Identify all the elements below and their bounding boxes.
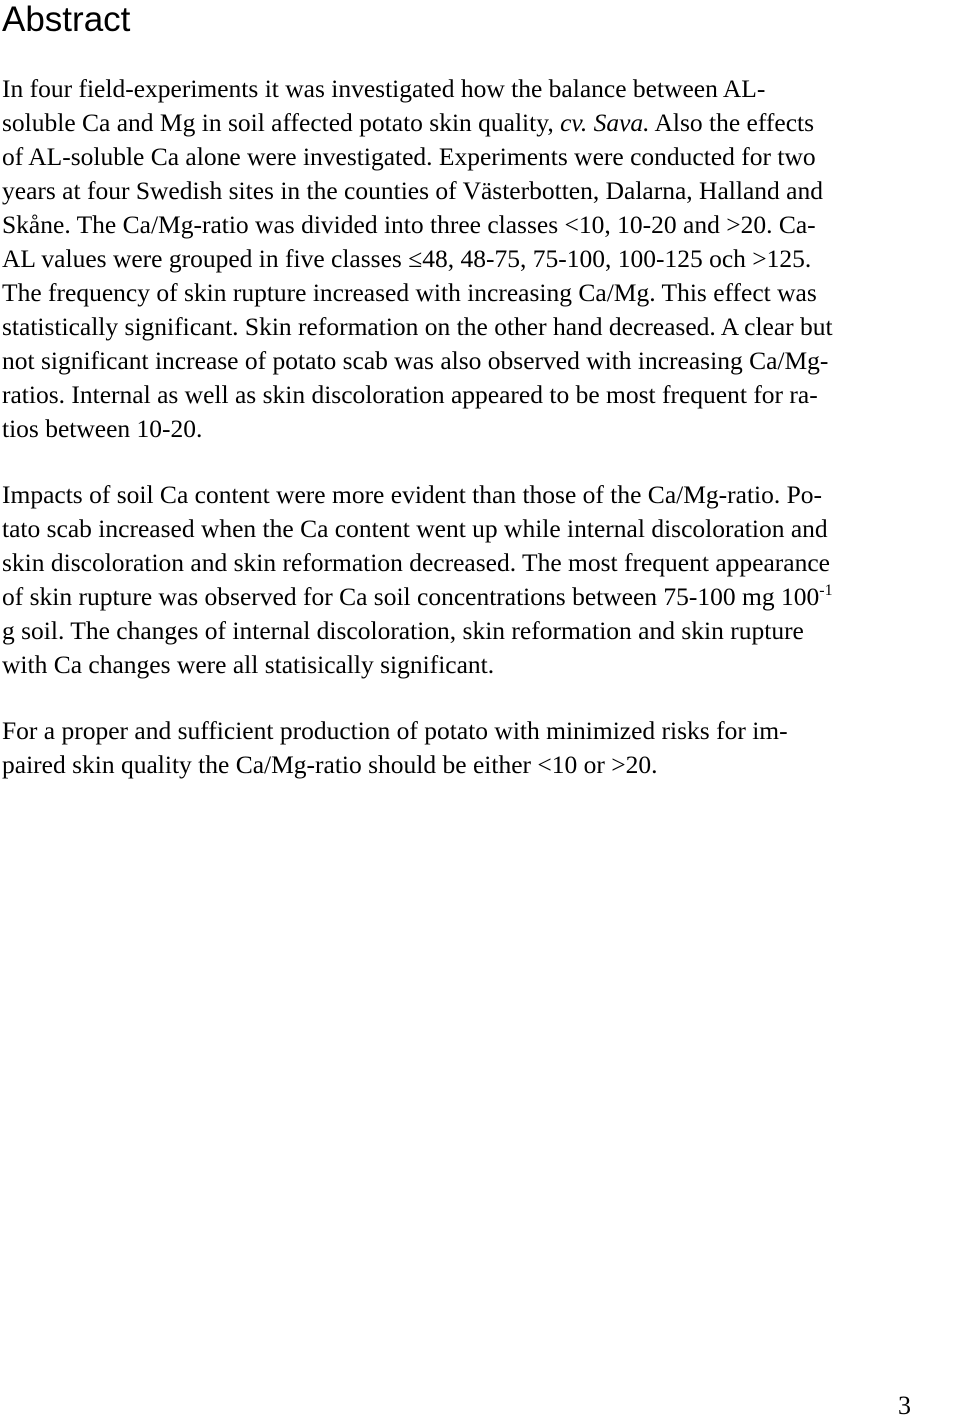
text-line — [2, 242, 958, 276]
text-segment: of skin rupture was observed for Ca soil concentrations between 75-100 mg 100 — [2, 582, 820, 611]
abstract-paragraph-1 — [2, 72, 958, 446]
less-equal-symbol: ≤ — [408, 244, 423, 273]
text-line: skin discoloration and skin reformation decreased. The most frequent appearance — [2, 548, 830, 577]
page-number: 3 — [898, 1391, 911, 1420]
text-segment: Also the effects — [649, 108, 815, 137]
text-line: with Ca changes were all statisically significant. — [2, 650, 495, 679]
text-line — [2, 106, 958, 140]
superscript-exponent: -1 — [819, 582, 833, 599]
text-line: of AL-soluble Ca alone were investigated. Experiments were conducted for two — [2, 142, 816, 171]
abstract-paragraph-2 — [2, 478, 958, 682]
text-segment: 48, 48-75, 75-100, 100-125 och >125. — [422, 244, 812, 273]
text-line: not significant increase of potato scab was also observed with increasing Ca/Mg- — [2, 346, 829, 375]
text-line: The frequency of skin rupture increased with increasing Ca/Mg. This effect was — [2, 278, 817, 307]
abstract-paragraph-3 — [2, 714, 958, 782]
text-line: paired skin quality the Ca/Mg-ratio should be either <10 or >20. — [2, 750, 658, 779]
text-line: Skåne. The Ca/Mg-ratio was divided into three classes <10, 10-20 and >20. Ca- — [2, 210, 816, 239]
text-line: In four field-experiments it was investigated how the balance between AL- — [2, 74, 766, 103]
text-line: years at four Swedish sites in the counties of Västerbotten, Dalarna, Halland and — [2, 176, 823, 205]
cultivar-name: cv. Sava. — [560, 108, 650, 137]
text-line — [2, 580, 958, 614]
text-segment: soluble Ca and Mg in soil affected potato skin quality, — [2, 108, 561, 137]
text-line: For a proper and sufficient production of potato with minimized risks for im- — [2, 716, 788, 745]
text-line: tato scab increased when the Ca content went up while internal discoloration and — [2, 514, 828, 543]
text-line: statistically significant. Skin reformation on the other hand decreased. A clear but — [2, 312, 833, 341]
text-line: tios between 10-20. — [2, 414, 203, 443]
text-segment: AL values were grouped in five classes — [2, 244, 409, 273]
abstract-heading: Abstract — [2, 0, 131, 39]
text-line: g soil. The changes of internal discoloration, skin reformation and skin rupture — [2, 616, 804, 645]
text-line: Impacts of soil Ca content were more evident than those of the Ca/Mg-ratio. Po- — [2, 480, 823, 509]
text-line: ratios. Internal as well as skin discoloration appeared to be most frequent for ra- — [2, 380, 818, 409]
